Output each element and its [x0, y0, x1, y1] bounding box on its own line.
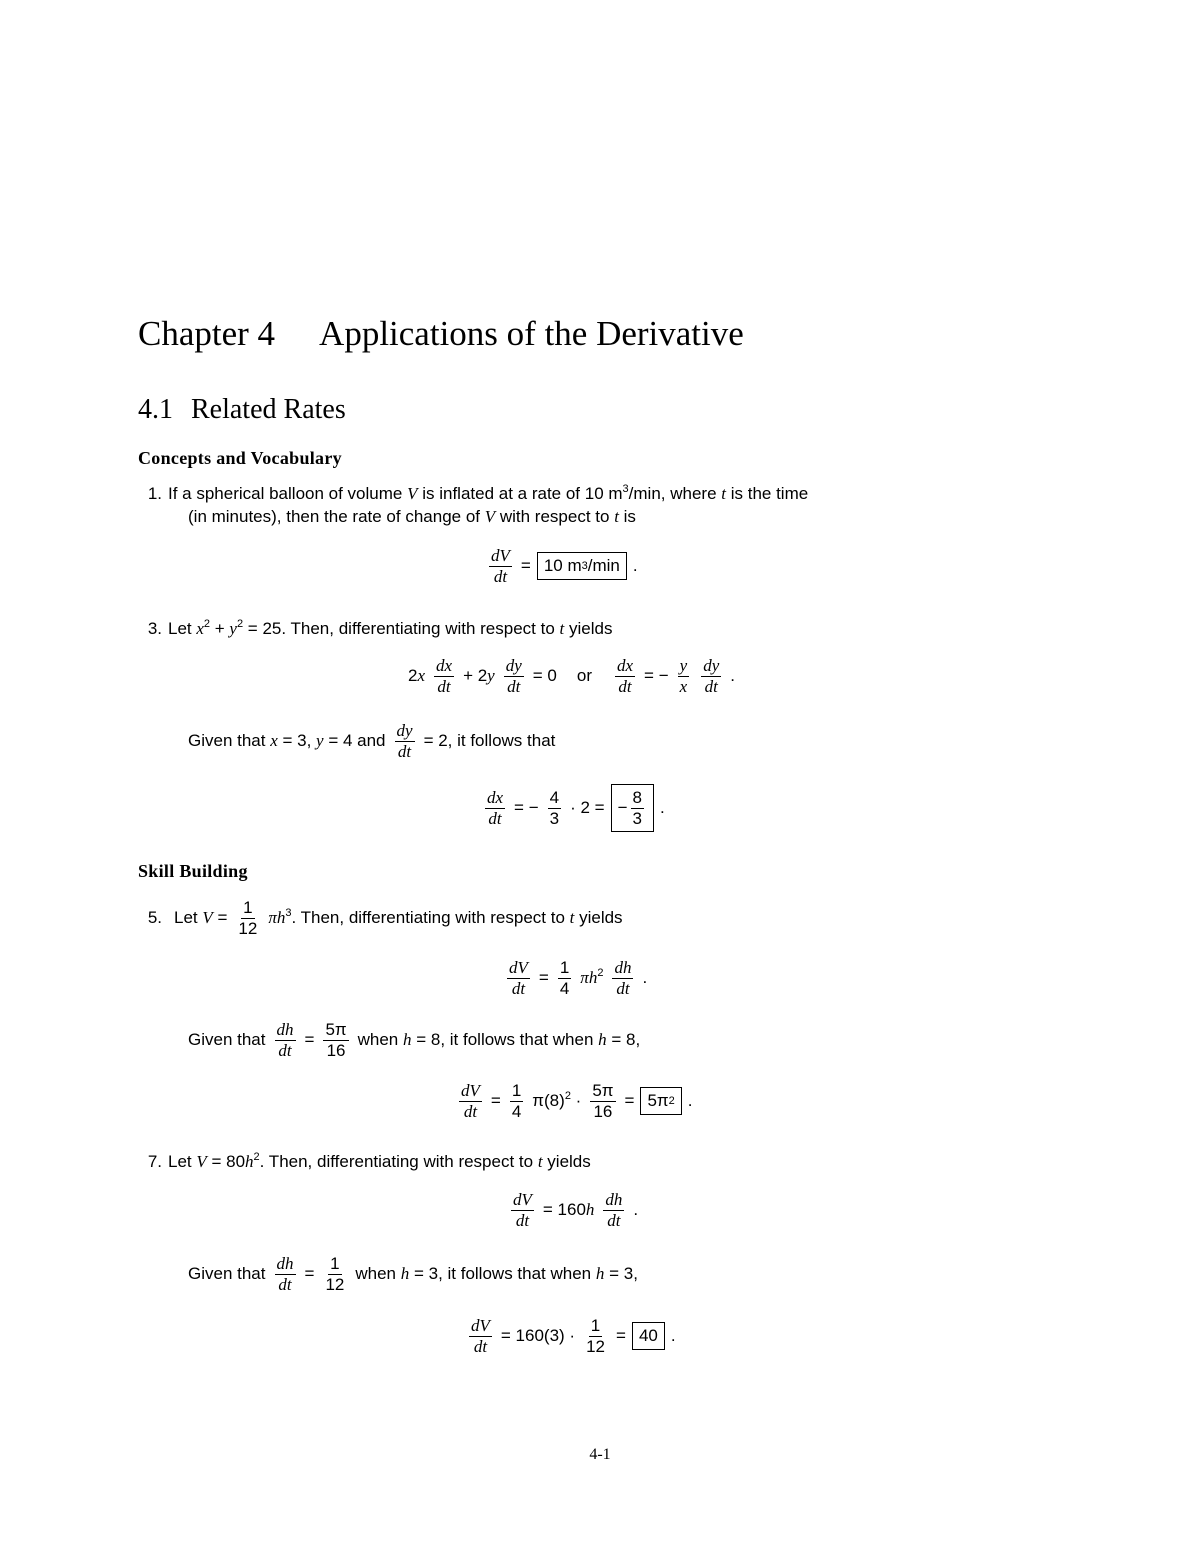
problem-7-number: 7.	[147, 1152, 162, 1171]
chapter-name: Applications of the Derivative	[319, 314, 744, 353]
section-title	[138, 394, 346, 426]
problem-7-derivative: $\frac{dV}{dt}$ = 160h $\frac{dh}{dt}$ .	[513, 1190, 639, 1230]
problem-3-result: $\frac{dx}{dt}$ = − $\frac{4}{3}$ · 2 = − $\frac{8}{3}$ .	[482, 784, 665, 832]
problem-7-result: $\frac{dV}{dt}$ = 160(3) · $\frac{1}{12}$ = 40 .	[471, 1316, 676, 1356]
problem-1-line-2: (in minutes), then the rate of change of V with respect to t is	[188, 507, 636, 526]
skill-building-heading: Skill Building	[138, 861, 248, 881]
problem-5-result: $\frac{dV}{dt}$ = $\frac{1}{4}$ $\pi(8)^2$ · $\frac{5\pi}{16}$ = 5π 2 .	[461, 1081, 693, 1121]
problem-1-equation: $\frac{dV}{dt}$ = 10 m 3 /min .	[491, 546, 638, 586]
section-name: Related Rates	[191, 394, 346, 425]
problem-7-given: Given that $\frac{dh}{dt}$ = $\frac{1}{12}$ when h = 3, it follows that when h = 3,	[188, 1254, 638, 1294]
problem-5-given: Given that $\frac{dh}{dt}$ = $\frac{5\pi}{16}$ when h = 8, it follows that when h = 8,	[188, 1020, 641, 1060]
concepts-heading: Concepts and Vocabulary	[138, 448, 342, 468]
problem-3-intro: 3. Let $x^2 + y^2 = 25$. Then, differentiating with respect to t yields	[138, 619, 612, 639]
problem-3-number: 3.	[147, 619, 162, 638]
problem-1-answer: 10 m 3 /min	[537, 552, 627, 580]
problem-5-answer: 5π 2	[640, 1087, 681, 1115]
chapter-number: Chapter 4	[138, 314, 276, 353]
section-number: 4.1	[138, 394, 173, 425]
problem-3-answer: − $\frac{8}{3}$	[611, 784, 654, 832]
chapter-title	[138, 314, 744, 354]
problem-5-derivative: $\frac{dV}{dt}$ = $\frac{1}{4}$ $\pi h^2$ $\frac{dh}{dt}$ .	[509, 958, 648, 998]
problem-3-given: Given that x = 3, y = 4 and $\frac{dy}{dt}$ = 2, it follows that	[188, 721, 556, 761]
problem-3-differentiated-equation: 2x $\frac{dx}{dt}$ + 2y $\frac{dy}{dt}$ = 0 or $\frac{dx}{dt}$ = − $\frac{y}{x}$ $\frac{dy}{dt}$ .	[408, 656, 735, 696]
problem-1-number: 1.	[147, 484, 162, 503]
problem-7-intro: 7. Let $V = 80h^2$. Then, differentiating with respect to t yields	[138, 1152, 591, 1172]
problem-7-answer: 40	[632, 1322, 665, 1350]
problem-5-number: 5.	[147, 908, 162, 928]
page-number: 4-1	[589, 1446, 611, 1463]
problem-5-intro: 5. Let V = $\frac{1}{12}$ $\pi h^3$. Then, differentiating with respect to t yields	[138, 898, 623, 938]
problem-1-line-1: 1. If a spherical balloon of volume V is inflated at a rate of 10 $m^3/\min$, where t is the time	[138, 484, 808, 504]
